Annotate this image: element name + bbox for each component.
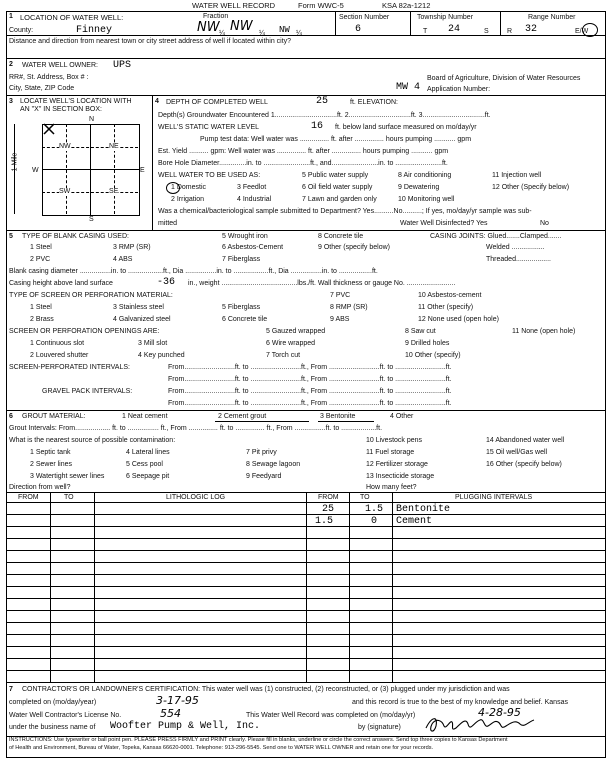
screen-asbestos: 10 Asbestos-cement <box>418 292 482 299</box>
screen-steel: 1 Steel <box>30 304 52 311</box>
location-x-mark <box>42 122 56 136</box>
log-row-line <box>6 610 605 611</box>
quadrant-se: SE <box>109 188 119 195</box>
county-value: Finney <box>76 25 113 36</box>
opening-saw: 8 Saw cut <box>405 328 436 335</box>
screen-abs: 9 ABS <box>330 316 350 323</box>
range-ew: E/W <box>575 28 589 35</box>
water-use-label: WELL WATER TO BE USED AS: <box>158 172 261 179</box>
section-7-number: 7 <box>9 686 13 693</box>
lithologic-header: LITHOLOGIC LOG <box>166 494 226 501</box>
plugging-header: PLUGGING INTERVALS <box>455 494 533 501</box>
distance-label: Distance and direction from nearest town or city street address of well if located within city? <box>9 38 292 45</box>
locate-label-1: LOCATE WELL'S LOCATION WITH <box>20 98 132 105</box>
business-name: Woofter Pump & Well, Inc. <box>110 721 261 732</box>
grout-intervals: Grout Intervals: From.................. ft. to ................ ft., From ............... ft. to ............... ft., From ................ft. to ..................ft. <box>9 425 383 432</box>
use-domestic-circle <box>166 182 180 194</box>
screen-fiberglass: 5 Fiberglass <box>222 304 261 311</box>
section-number-value: 6 <box>355 24 362 35</box>
opening-torch: 7 Torch cut <box>266 352 301 359</box>
disinfected-label: Water Well Disinfected? Yes <box>400 220 488 227</box>
static-level-label: WELL'S STATIC WATER LEVEL <box>158 124 260 131</box>
contam-other: 16 Other (specify below) <box>486 461 562 468</box>
plug-row-2-from: 1.5 <box>315 516 334 527</box>
casing-height-label: Casing height above land surface <box>9 280 113 287</box>
grout-cement-underline <box>215 421 309 422</box>
true-best-text: and this record is true to the best of my knowledge and belief. Kansas <box>352 699 568 706</box>
contam-abandoned: 14 Abandoned water well <box>486 437 565 444</box>
casing-height-value: -36 <box>157 277 176 288</box>
contam-septic: 1 Septic tank <box>30 449 71 456</box>
casing-height-rest: in., weight .......................................lbs./ft. Wall thickness or gauge No. ......................... <box>188 280 456 287</box>
township-t: T <box>423 28 428 35</box>
section-5-number: 5 <box>9 233 13 240</box>
opening-louvered: 2 Louvered shutter <box>30 352 89 359</box>
blank-diameter: Blank casing diameter ................in. to ..................ft., Dia ................in. to ..................ft., Dia ................in. to .................ft. <box>9 268 378 275</box>
use-dewatering: 9 Dewatering <box>398 184 440 191</box>
by-signature-label: by (signature) <box>358 724 401 731</box>
casing-label: TYPE OF BLANK CASING USED: <box>22 233 129 240</box>
township-number-label: Township Number <box>417 14 474 21</box>
city-label: City, State, ZIP Code <box>9 85 75 92</box>
casing-pvc: 2 PVC <box>30 256 51 263</box>
use-oilfield: 6 Oil field water supply <box>302 184 373 191</box>
contam-sewer: 2 Sewer lines <box>30 461 73 468</box>
application-prefix: MW 4 <box>396 82 421 93</box>
use-air: 8 Air conditioning <box>398 172 452 179</box>
gravel-intervals-2: From..........................ft. to ..........................ft., From ..........................ft. to ..........................ft. <box>168 400 452 407</box>
screen-intervals-2: From..........................ft. to ..........................ft., From ..........................ft. to ..........................ft. <box>168 376 452 383</box>
log-row-line <box>6 586 605 587</box>
location-label: LOCATION OF WATER WELL: <box>20 13 124 22</box>
casing-wrought: 5 Wrought iron <box>222 233 268 240</box>
range-r: R <box>507 28 513 35</box>
opening-continuous: 1 Continuous slot <box>30 340 85 347</box>
contam-oilwell: 15 Oil well/Gas well <box>486 449 548 456</box>
use-injection: 11 Injection well <box>492 172 542 179</box>
plug-row-1-from: 25 <box>322 504 335 515</box>
mile-label: 1 Mile <box>11 152 19 172</box>
depth-label: DEPTH OF COMPLETED WELL <box>166 99 268 106</box>
casing-abs: 4 ABS <box>113 256 133 263</box>
contam-seepage: 6 Seepage pit <box>126 473 170 480</box>
quadrant-nw: NW <box>59 143 71 150</box>
screen-other: 11 Other (specify) <box>418 304 474 311</box>
contam-pit: 7 Pit privy <box>246 449 277 456</box>
screen-stainless: 3 Stainless steel <box>113 304 164 311</box>
casing-other: 9 Other (specify below) <box>318 244 390 251</box>
contam-fuel: 11 Fuel storage <box>366 449 415 456</box>
plug-from-header: FROM <box>318 494 339 501</box>
fraction-label: Fraction <box>203 13 229 20</box>
contam-watertight: 3 Watertight sewer lines <box>30 473 105 480</box>
log-row-line <box>6 574 605 575</box>
section-6-number: 6 <box>9 413 13 420</box>
casing-fiberglass: 7 Fiberglass <box>222 256 261 263</box>
use-monitoring: 10 Monitoring well <box>398 196 455 203</box>
opening-key: 4 Key punched <box>138 352 185 359</box>
section-number-label: Section Number <box>339 14 390 21</box>
log-row-line <box>6 646 605 647</box>
screen-none: 12 None used (open hole) <box>418 316 499 323</box>
license-number: 554 <box>160 707 181 720</box>
casing-steel: 1 Steel <box>30 244 52 251</box>
depth-value: 25 <box>316 96 329 107</box>
chem-sample-label: Was a chemical/bacteriological sample submitted to Department? Yes..........No..........; If yes, mo/day/yr sample was sub- <box>158 208 532 215</box>
plug-to-header: TO <box>360 494 370 501</box>
record-completed-label: This Water Well Record was completed on (mo/day/yr) <box>246 712 416 719</box>
form-title: WATER WELL RECORD <box>192 1 276 10</box>
grout-bentonite-underline <box>318 421 374 422</box>
ksa-reference: KSA 82a-1212 <box>382 1 431 10</box>
grout-neat: 1 Neat cement <box>122 413 168 420</box>
section-2-number: 2 <box>9 61 13 68</box>
log-row-line <box>6 514 605 515</box>
gravel-intervals-1: From..........................ft. to ..........................ft., From ..........................ft. to ..........................ft. <box>168 388 452 395</box>
quarter-mark-3: ¼ <box>296 30 302 37</box>
license-label: Water Well Contractor's License No. <box>9 712 122 719</box>
log-row-line <box>6 526 605 527</box>
screen-material-label: TYPE OF SCREEN OR PERFORATION MATERIAL: <box>9 292 173 299</box>
joints-threaded: Threaded.................. <box>486 256 551 263</box>
use-other: 12 Other (Specify below) <box>492 184 570 191</box>
certification-text: CONTRACTOR'S OR LANDOWNER'S CERTIFICATION: This water well was (1) constructed, (2) reconstructed, or (3) plugged under my jurisdiction and was <box>22 686 510 693</box>
owner-value: UPS <box>113 60 132 71</box>
joints-welded: Welded ................. <box>486 244 545 251</box>
log-row-line <box>6 538 605 539</box>
fraction-q2: NW <box>230 19 253 34</box>
contam-lateral: 4 Lateral lines <box>126 449 170 456</box>
compass-w: W <box>32 167 39 174</box>
completed-label: completed on (mo/day/year) <box>9 699 97 706</box>
opening-wire: 6 Wire wrapped <box>266 340 316 347</box>
opening-other: 10 Other (specify) <box>405 352 461 359</box>
screen-galvanized: 4 Galvanized steel <box>113 316 171 323</box>
section-3-number: 3 <box>9 98 13 105</box>
board-text: Board of Agriculture, Division of Water Resources <box>427 75 581 82</box>
form-number: Form WWC-5 <box>298 1 344 10</box>
log-to-header: TO <box>64 494 74 501</box>
log-row-line <box>6 550 605 551</box>
elevation-label: ft. ELEVATION: <box>350 99 398 106</box>
use-industrial: 4 Industrial <box>237 196 272 203</box>
owner-label: WATER WELL OWNER: <box>22 62 98 69</box>
contam-insecticide: 13 Insecticide storage <box>366 473 435 480</box>
screen-brass: 2 Brass <box>30 316 54 323</box>
contam-feedyard: 9 Feedyard <box>246 473 282 480</box>
grout-other: 4 Other <box>390 413 414 420</box>
use-domestic: 1 Domestic <box>171 184 207 191</box>
contam-lagoon: 8 Sewage lagoon <box>246 461 301 468</box>
howmany-label: How many feet? <box>366 484 417 491</box>
use-feedlot: 3 Feedlot <box>237 184 267 191</box>
casing-joints: CASING JOINTS: Glued.......Clamped....... <box>430 233 562 240</box>
contamination-label: What is the nearest source of possible contamination: <box>9 437 176 444</box>
opening-gauzed: 5 Gauzed wrapped <box>266 328 326 335</box>
direction-label: Direction from well? <box>9 484 71 491</box>
static-level-value: 16 <box>311 121 324 132</box>
application-label: Application Number: <box>427 86 491 93</box>
bore-hole-label: Bore Hole Diameter..............in. to ........................ft., and........................in. to ........................ft. <box>158 160 448 167</box>
completed-date: 3-17-95 <box>156 694 199 707</box>
screen-concrete: 6 Concrete tile <box>222 316 268 323</box>
screen-rmp: 8 RMP (SR) <box>330 304 368 311</box>
chem-sample-2: mitted <box>158 220 178 227</box>
log-row-line <box>6 562 605 563</box>
yield-label: Est. Yield .......... gpm: Well water was ............... ft. after ............... hours pumping ........... gpm <box>158 148 449 155</box>
plug-row-1-to: 1.5 <box>365 504 384 515</box>
log-row-line <box>6 670 605 671</box>
quadrant-sw: SW <box>59 188 71 195</box>
section-1-number: 1 <box>9 13 13 20</box>
casing-concrete: 8 Concrete tile <box>318 233 364 240</box>
record-date: 4-28-95 <box>478 706 521 719</box>
township-value: 24 <box>448 24 461 35</box>
fraction-q1: NW <box>197 20 220 35</box>
plug-row-2-desc: Cement <box>396 516 433 527</box>
groundwater-label: Depth(s) Groundwater Encountered 1................................ft. 2................................ft. 3................................ft. <box>158 112 491 119</box>
log-row-line <box>6 622 605 623</box>
township-s: S <box>484 28 489 35</box>
section-4-number: 4 <box>155 98 159 105</box>
pump-test-label: Pump test data: Well water was ............... ft. after ............... hours pumping ........... gpm <box>200 136 472 143</box>
quarter-mark-1: ¼ <box>219 30 225 37</box>
compass-s: S <box>89 216 94 223</box>
quarter-mark-2: ¼ <box>259 30 265 37</box>
log-row-line <box>6 658 605 659</box>
instructions-line-2: of Health and Environment, Bureau of Water, Topeka, Kansas 66620-0001. Telephone: 913-296-5545. Send one to WATER WELL OWNER and retain one for your records. <box>9 745 434 751</box>
use-irrigation: 2 Irrigation <box>171 196 205 203</box>
disinfected-no: No <box>540 220 549 227</box>
grout-bentonite: 3 Bentonite <box>320 413 356 420</box>
county-label: County: <box>9 27 34 34</box>
grout-label: GROUT MATERIAL: <box>22 413 86 420</box>
range-value: 32 <box>525 24 538 35</box>
instructions-line-1: INSTRUCTIONS: Use typewriter or ball point pen. PLEASE PRESS FIRMLY and PRINT clearly. Please fill in blanks, underline or circle the correct answers. Send top three copies to Kansas Department <box>9 737 508 743</box>
signature <box>422 714 540 736</box>
plug-row-2-to: 0 <box>371 516 378 527</box>
screen-intervals-1: From..........................ft. to ..........................ft., From ..........................ft. to ..........................ft. <box>168 364 452 371</box>
locate-label-2: AN "X" IN SECTION BOX: <box>20 106 102 113</box>
screen-intervals-label: SCREEN-PERFORATED INTERVALS: <box>9 364 130 371</box>
static-level-rest: ft. below land surface measured on mo/day/yr <box>335 124 477 131</box>
opening-none: 11 None (open hole) <box>512 328 576 335</box>
use-lawn: 7 Lawn and garden only <box>302 196 377 203</box>
opening-mill: 3 Mill slot <box>138 340 168 347</box>
plug-row-1-desc: Bentonite <box>396 504 451 515</box>
log-row-line <box>6 598 605 599</box>
contam-livestock: 10 Livestock pens <box>366 437 423 444</box>
casing-rmp: 3 RMP (SR) <box>113 244 151 251</box>
compass-n: N <box>89 116 95 123</box>
quadrant-ne: NE <box>109 143 119 150</box>
log-row-line <box>6 634 605 635</box>
contam-fertilizer: 12 Fertilizer storage <box>366 461 428 468</box>
compass-e: E <box>140 167 145 174</box>
gravel-pack-label: GRAVEL PACK INTERVALS: <box>42 388 133 395</box>
opening-drilled: 9 Drilled holes <box>405 340 450 347</box>
use-public: 5 Public water supply <box>302 172 369 179</box>
openings-label: SCREEN OR PERFORATION OPENINGS ARE: <box>9 328 160 335</box>
range-number-label: Range Number <box>528 14 576 21</box>
business-label: under the business name of <box>9 724 96 731</box>
screen-pvc: 7 PVC <box>330 292 351 299</box>
fraction-q3: NW <box>279 25 290 35</box>
address-label: RR#, St. Address, Box # : <box>9 74 89 81</box>
section-box <box>42 124 140 216</box>
grout-cement: 2 Cement grout <box>218 413 267 420</box>
log-from-header: FROM <box>18 494 39 501</box>
casing-asbestos: 6 Asbestos-Cement <box>222 244 284 251</box>
contam-cess: 5 Cess pool <box>126 461 163 468</box>
